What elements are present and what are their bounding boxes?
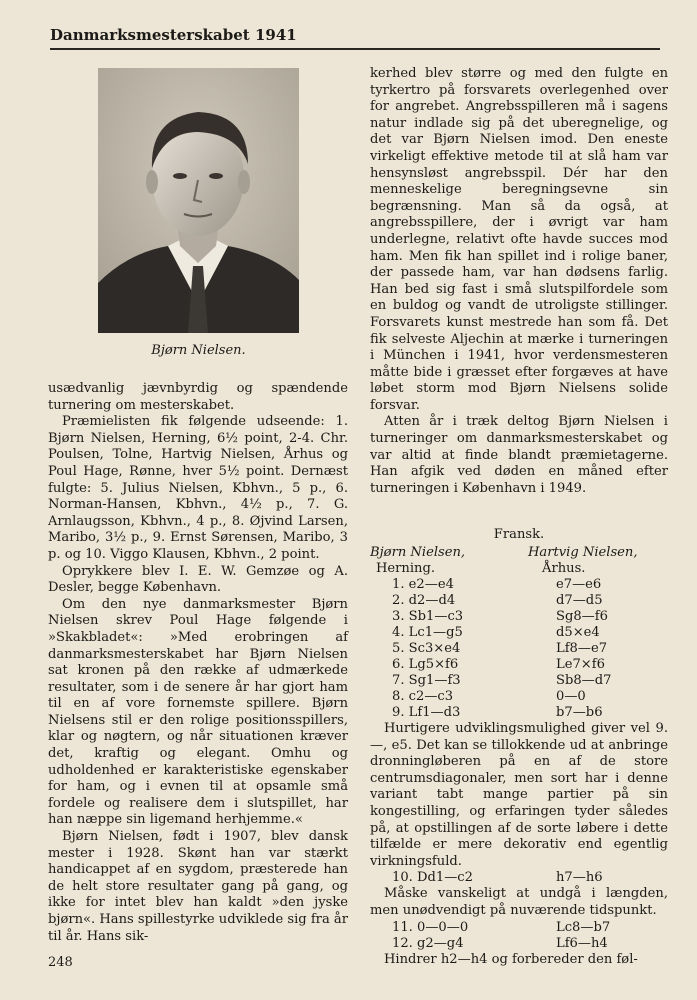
paragraph: Om den nye danmarksmester Bjørn Nielsen skrev Poul Hage følgende i »Skakbladet«: »Med erobringen af danmarksmesterskabet har Bjørn Nielsen sat kronen på den række af udmærkede resultater, som i de senere år har gjort ham til en af vore fornemste spillere. Bjørn Nielsens stil er den rolige positionsspillers, klar og nøgtern, og når situationen kræver det, kraftig og elegant. Omhu og udholdenhed er karakteristiske egenskaber for ham, og i evnen til at opsamle små fordele og realisere dem i slutspillet, har han næppe sin ligemand herhjemme.« [48,596,348,828]
move-row [370,936,668,952]
white-player-name: Bjørn Nielsen, [370,545,466,561]
move-number: 8. [392,689,405,705]
page-header [50,26,660,50]
move-number: 12. [392,935,413,951]
left-column [48,381,348,945]
black-player-city: Århus. [542,561,586,577]
white-move: 0—0—0 [417,919,469,935]
black-move: Lf6—h4 [556,935,608,951]
black-move: Sb8—d7 [556,673,612,689]
white-move: Sb1—c3 [408,609,464,625]
white-move: Lg5×f6 [408,657,459,673]
move-number: 10. [392,870,413,886]
paragraph: kerhed blev større og med den fulgte en tyrkertro på forsvarets overlegenhed over for angrebet. Angrebsspilleren må i sagens natur indlade sig på det uberegnelige, og det var Bjørn Nielsen imod. Den eneste virkeligt effektive metode til at slå ham var hensynsløst angrebsspil. Dér har den menneskelige beregningsevne sin begrænsning. Man så da også, at angrebsspillere, der i øvrigt var ham underlegne, relativt ofte havde succes mod ham. Men fik han spillet ind i rolige baner, der passede ham, var han dødsens farlig. Han bed sig fast i små slutspilfordele som en buldog og vandt de utroligste stillinger. Forsvarets kunst mestrede han som få. Det fik selveste Aljechin at mærke i turneringen i München i 1941, hvor verdensmesteren måtte bide i græsset efter forgæves at have løbet storm mod Bjørn Nielsens solide forsvar. [370,66,668,413]
move-row [370,577,668,593]
move-number: 7. [392,673,405,689]
black-move: d5×e4 [556,625,600,641]
white-move: g2—g4 [417,935,464,951]
move-number: 5. [392,641,405,657]
black-move: h7—h6 [556,870,603,886]
black-move: e7—e6 [556,577,602,593]
paragraph: Bjørn Nielsen, født i 1907, blev dansk mester i 1928. Skønt han var stærkt handicappet af en sygdom, præsterede han de helt store resultater gang på gang, og ikke for intet blev han kaldt »den jyske bjørn«. Hans spillestyrke udviklede sig fra år til år. Hans sik- [48,829,348,944]
white-player-city: Herning. [376,561,436,577]
black-move: b7—b6 [556,705,603,721]
move-row [370,920,668,936]
white-move: c2—c3 [408,689,454,705]
move-row [370,625,668,641]
black-move: d7—d5 [556,593,603,609]
white-move: Lf1—d3 [408,705,461,721]
game-comment: Hurtigere udviklingsmulighed giver vel 9. —, e5. Det kan se tillokkende ud at anbringe dronningløberen på en af de store centrumsdiagonaler, men sort har i denne variant tabt mange partier på sin kongestilling, og erfaringen tyder således på, at opstillingen af de sorte løbere i dette tilfælde er mere dekorativ end egentlig virkningsfuld. [370,721,668,869]
move-row [370,641,668,657]
move-number: 9. [392,705,405,721]
white-move: d2—d4 [408,593,456,609]
paragraph: usædvanlig jævnbyrdig og spændende turnering om mesterskabet. [48,381,348,413]
game-comment: Hindrer h2—h4 og forbereder den føl- [384,951,638,967]
game-opening: Fransk. [493,527,545,543]
white-move: Sc3×e4 [408,641,461,657]
white-move: Dd1—c2 [417,870,473,886]
white-move: Lc1—g5 [408,625,463,641]
white-move: e2—e4 [408,577,454,593]
game-comment: Måske vanskeligt at undgå i længden, men unødvendigt på nuværende tidspunkt. [370,886,668,918]
portrait-photo [98,68,299,333]
move-number: 11. [392,919,413,935]
white-move: Sg1—f3 [408,673,461,689]
portrait-illustration [98,68,299,333]
black-move: Lc8—b7 [556,919,611,935]
black-move: 0—0 [556,689,586,705]
paragraph: Præmielisten fik følgende udseende: 1. Bjørn Nielsen, Herning, 6½ point, 2-4. Chr. Poulsen, Tolne, Hartvig Nielsen, Århus og Poul Hage, Rønne, hver 5½ point. Dernæst fulgte: 5. Julius Nielsen, Kbhvn., 5 p., 6. Norman-Hansen, Kbhvn., 4½ p., 7. G. Arnlaugsson, Kbhvn., 4 p., 8. Øjvind Larsen, Maribo, 3½ p., 9. Ernst Sørensen, Maribo, 3 p. og 10. Viggo Klausen, Kbhvn., 2 point. [48,414,348,562]
move-row [370,657,668,673]
header-title: Danmarksmesterskabet 1941 [50,26,297,44]
black-move: Sg8—f6 [556,609,608,625]
black-player [510,545,668,577]
move-row [370,689,668,705]
move-number: 1. [392,577,405,593]
move-row [370,705,668,721]
page-number: 248 [48,955,73,970]
move-row [370,673,668,689]
move-number: 3. [392,609,405,625]
move-number: 2. [392,593,405,609]
paragraph: Atten år i træk deltog Bjørn Nielsen i turneringer om danmarksmesterskabet og var altid at finde blandt præmietagerne. Han afgik ved døden en måned efter turneringen i København i 1949. [370,414,668,496]
white-player [370,545,510,577]
move-row [370,593,668,609]
right-column [370,66,668,968]
move-row [370,609,668,625]
paragraph: Oprykkere blev I. E. W. Gemzøe og A. Desler, begge København. [48,563,348,596]
black-move: Le7×f6 [556,657,605,673]
move-number: 6. [392,657,405,673]
black-move: Lf8—e7 [556,641,608,657]
black-player-name: Hartvig Nielsen, [528,545,638,561]
game-players [370,545,668,577]
move-number: 4. [392,625,405,641]
move-row [370,870,668,886]
photo-caption: Bjørn Nielsen. [151,343,246,358]
